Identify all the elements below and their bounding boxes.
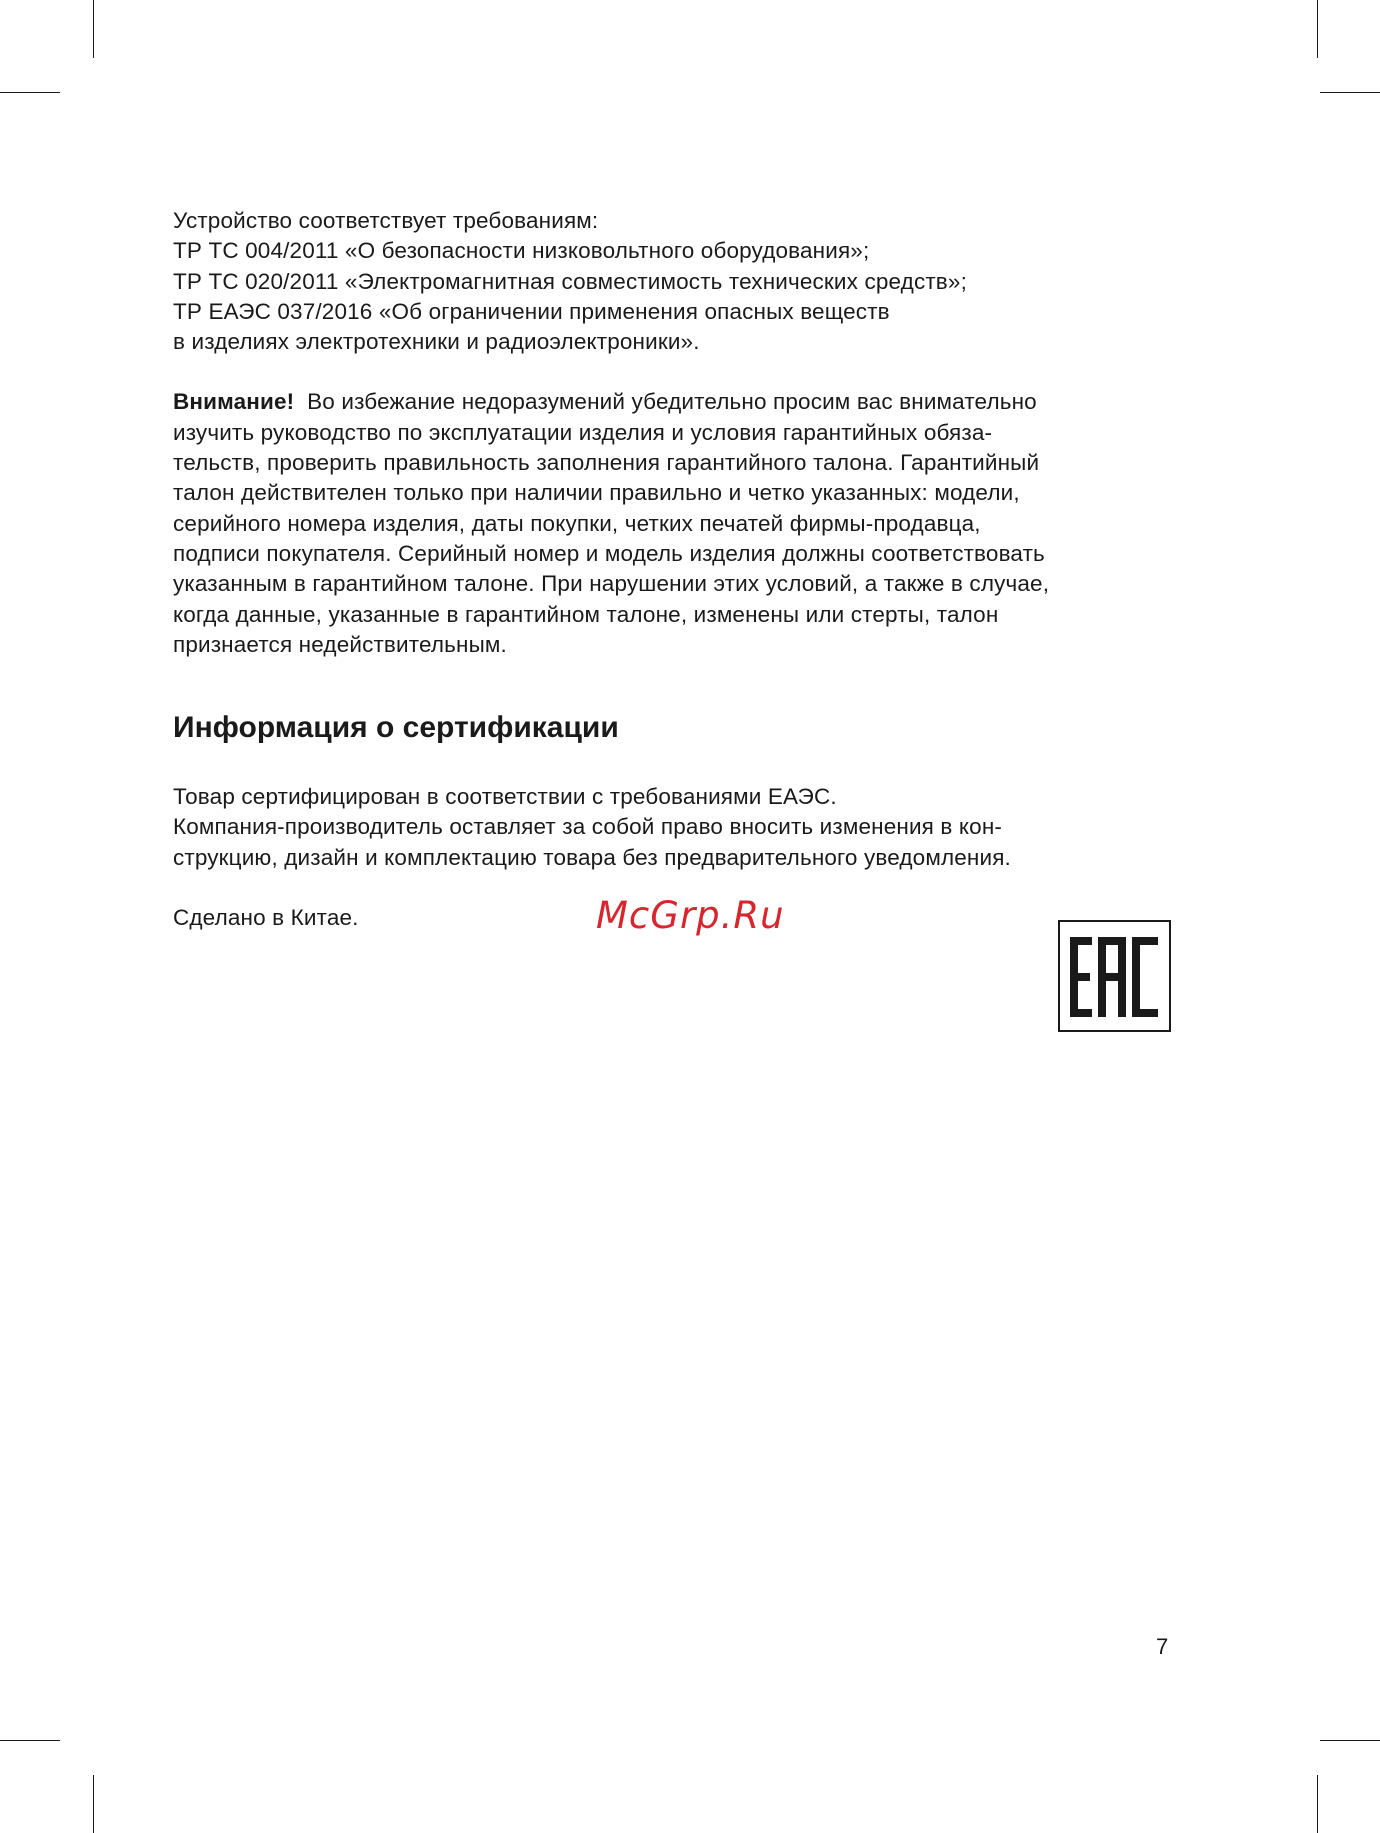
eac-mark-icon [1058,920,1171,1032]
warning-line: подписи покупателя. Серийный номер и модель изделия должны соответствовать [173,540,1045,566]
crop-mark-top-left-h [0,92,60,93]
crop-mark-bottom-right [1317,1775,1318,1833]
compliance-line: ТР ТС 004/2011 «О безопасности низковольтного оборудования»; [173,238,870,264]
certification-line: Товар сертифицирован в соответствии с требованиями ЕАЭС. [173,784,837,810]
warning-block [173,387,1193,660]
compliance-line: Устройство соответствует требованиям: [173,208,599,233]
page-number: 7 [1156,1634,1169,1659]
warning-line: серийного номера изделия, даты покупки, четких печатей фирмы-продавца, [173,510,981,536]
certification-heading: Информация о сертификации [173,711,619,745]
warning-line: признается недействительным. [173,631,507,657]
warning-line: когда данные, указанные в гарантийном талоне, изменены или стерты, талон [173,601,999,627]
warning-line [173,387,1193,417]
compliance-line: ТР ЕАЭС 037/2016 «Об ограничении применения опасных веществ [173,298,890,324]
crop-mark-top-right [1317,0,1318,58]
warning-first-line: Во избежание недоразумений убедительно просим вас внимательно [307,389,1037,415]
warning-line: указанным в гарантийном талоне. При нарушении этих условий, а также в случае, [173,571,1050,597]
crop-mark-top-left [93,0,94,58]
made-in-text: Сделано в Китае. [173,905,359,931]
certification-block [173,782,1193,873]
certification-line: Компания-производитель оставляет за собой право вносить изменения в кон- [173,814,1003,840]
page-content [173,206,1193,933]
crop-mark-bottom-left [93,1775,94,1833]
compliance-line: в изделиях электротехники и радиоэлектроники». [173,329,700,355]
warning-line: тельств, проверить правильность заполнения гарантийного талона. Гарантийный [173,450,1040,476]
certification-line: струкцию, дизайн и комплектацию товара без предварительного уведомления. [173,844,1011,870]
crop-mark-bottom-left-h [0,1740,60,1741]
crop-mark-bottom-right-h [1320,1740,1380,1741]
warning-title: Внимание! [173,389,295,415]
warning-line: изучить руководство по эксплуатации изделия и условия гарантийных обяза- [173,419,993,445]
watermark-link[interactable]: McGrp.Ru [596,894,785,937]
compliance-block [173,206,1193,357]
warning-line: талон действителен только при наличии правильно и четко указанных: модели, [173,480,1020,506]
crop-mark-top-right-h [1320,92,1380,93]
compliance-line: ТР ТС 020/2011 «Электромагнитная совместимость технических средств»; [173,268,967,294]
